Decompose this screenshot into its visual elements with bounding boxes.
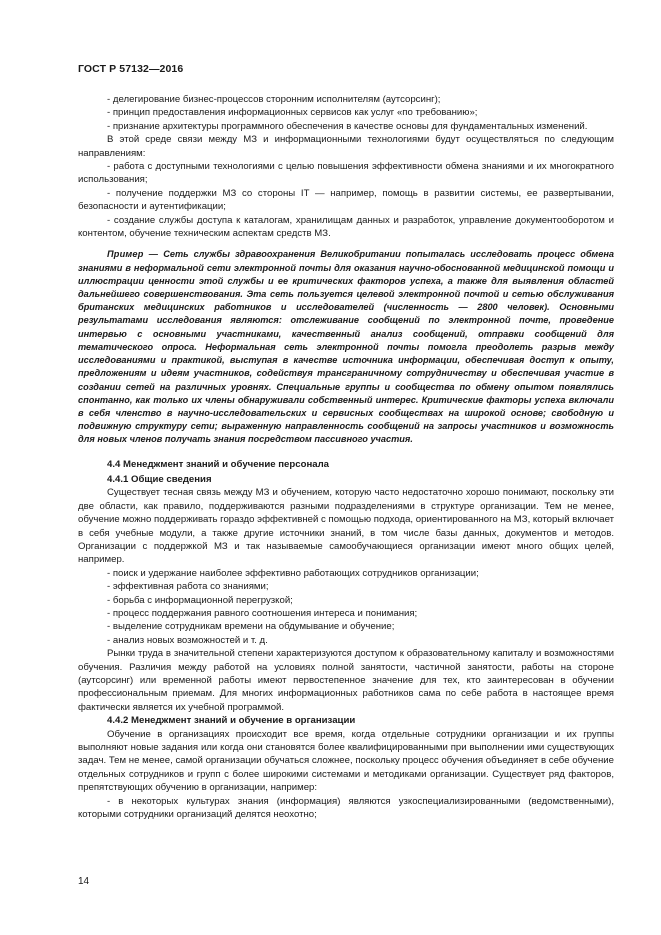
list-item: - в некоторых культурах знания (информация) являются узкоспециализированными (ведомственными), которыми сотрудники организаций делятся неохотно;: [78, 795, 614, 821]
section-heading: 4.4 Менеджмент знаний и обучение персонала: [107, 458, 330, 470]
page-number: 14: [78, 876, 90, 887]
list-item: - делегирование бизнес-процессов сторонним исполнителям (аутсорсинг);: [107, 94, 441, 105]
example-lead: Пример —: [107, 249, 159, 260]
paragraph: В этой среде связи между МЗ и информационными технологиями будут осуществляться по следующим направлениям:: [78, 134, 614, 159]
example-text: Сеть службы здравоохранения Великобритании попыталась исследовать процесс обмена знаниями в неформальной сети электронной почты для оказания научно-обоснованной медицинской помощи и иллюстрации ценности этой службы и ее критических факторов успеха, а также для выявления областей дальнейшего совершенствования. Эта сеть пользуется целевой электронной почтой и сетью обслуживания британских медицинских работников и исследователей (численность — 2800 человек). Основными результатами исследования являются: отслеживание сообщений по электронной почте, проведение интервью с основными участниками, качественный анализ сообщений, отправки сообщений для тематического опроса. Неформальная сеть электронной почты помогла преодолеть разрыв между исследованиями и практикой, выступая в качестве источника информации, обеспечивая доступ к опыту, предложениям и идеям участников, содействуя трансграничному сотрудничеству и обеспечивая участие в создании сетей на различных уровнях. Специальные группы и сообщества по обмену опытом появлялись спонтанно, как только их члены обнаруживали собственный интерес. Критические факторы успеха включали в себя членство в научно-исследовательских и сервисных сообществах на широкой основе; свободную и подвижную структуру сети; выраженную направленность сообщений на запросы участников и возможность для новых членов получать знания посредством пассивного участия.: [78, 249, 614, 445]
list-item: - процесс поддержания равного соотношения интереса и понимания;: [107, 607, 418, 619]
list-item: - эффективная работа со знаниями;: [107, 581, 269, 593]
list-item: - признание архитектуры программного обеспечения в качестве основы для фундаментальных изменений.: [107, 120, 588, 132]
paragraph: Обучение в организациях происходит все время, когда отдельные сотрудники организации и их группы выполняют новые задания или когда они становятся более квалифицированными при выполнении ими существующих задач. Тем не менее, самой организации обучаться сложнее, поскольку процесс обучения объединяет в себе обучение отдельных сотрудников и групп с более широкими системами и методиками организации. Существует ряд факторов, препятствующих обучению в организации, например:: [78, 728, 614, 794]
list-item: - создание службы доступа к каталогам, хранилищам данных и разработок, управление документооборотом и контентом, обучение техническим аспектам средств МЗ.: [78, 214, 614, 240]
subsection-heading: 4.4.2 Менеджмент знаний и обучение в организации: [107, 715, 356, 727]
document-body: [78, 93, 614, 821]
list-item: - получение поддержки МЗ со стороны IT — например, помощь в развитии системы, ее развертывании, безопасности и аутентификации;: [78, 187, 614, 213]
example-block: [78, 248, 614, 446]
list-item: - выделение сотрудникам времени на обдумывание и обучение;: [107, 621, 395, 633]
subsection-heading: 4.4.1 Общие сведения: [107, 473, 212, 485]
list-item: - принцип предоставления информационных сервисов как услуг «по требованию»;: [107, 107, 478, 119]
list-item: - борьба с информационной перегрузкой;: [107, 594, 293, 606]
list-item: - работа с доступными технологиями с целью повышения эффективности обмена знаниями и их многократного использования;: [78, 161, 614, 186]
paragraph: Существует тесная связь между МЗ и обучением, которую часто недостаточно хорошо понимают, поскольку эти две области, как правило, поддерживаются разными подразделениями в структуре организации. Тем не менее, обучение можно поддерживать гораздо эффективней с помощью подхода, ориентированного на МЗ, который включает в себя учебные модули, а также другие источники знаний, в том числе базы данных, документов и методов. Организации с поддержкой МЗ и так называемые самообучающиеся организации имеют много общих целей, например.: [78, 487, 614, 566]
list-item: - анализ новых возможностей и т. д.: [107, 634, 268, 646]
paragraph: Рынки труда в значительной степени характеризуются доступом к образовательному капиталу и возможностями обучения. Различия между работой на условиях полной занятости, частичной занятости, работы на стороне (аутсорсинг) или временной работы имеют первостепенное значение для тех, кто заинтересован в обучении профессиональным приемам. Для многих информационных работников сама по себе работа в настоящее время фактически является их учебной программой.: [78, 648, 614, 713]
list-item: - поиск и удержание наиболее эффективно работающих сотрудников организации;: [107, 567, 479, 579]
document-header: ГОСТ Р 57132—2016: [78, 63, 184, 75]
